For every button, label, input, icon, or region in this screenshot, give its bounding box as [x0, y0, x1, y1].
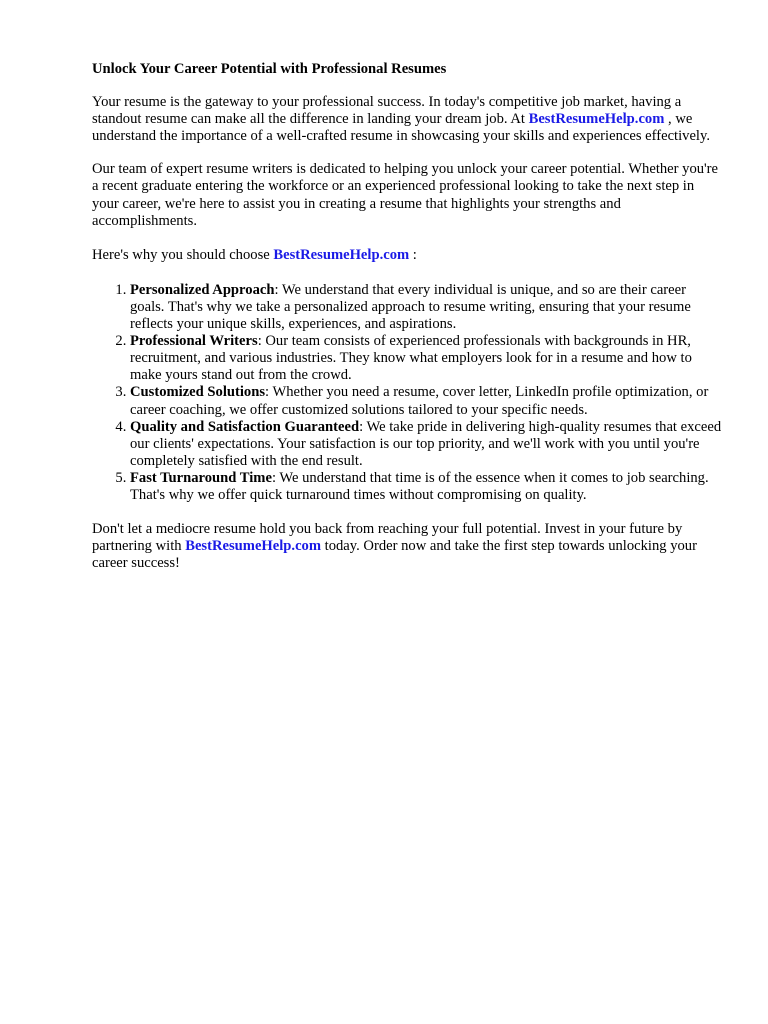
reason-text: : Whether you need a resume, cover letter, LinkedIn profile optimization, or career coaching, we offer customized solutions tailored to your specific needs. — [130, 384, 709, 418]
reason-heading: Personalized Approach — [130, 281, 275, 298]
why-text-before: Here's why you should choose — [92, 246, 274, 263]
bestresumehelp-link-closing[interactable]: BestResumeHelp.com — [185, 538, 321, 555]
intro-text-before: Your resume is the gateway to your professional success. In today's competitive job market, having a standout resume can make all the difference in landing your dream job. At — [92, 94, 682, 128]
reason-item-fast-turnaround — [130, 470, 722, 504]
reason-heading: Professional Writers — [130, 333, 258, 350]
bestresumehelp-link-intro[interactable]: BestResumeHelp.com — [528, 111, 665, 128]
intro-paragraph — [92, 94, 722, 145]
reason-heading: Fast Turnaround Time — [130, 469, 272, 486]
reason-text: : Our team consists of experienced professionals with backgrounds in HR, recruitment, and various industries. They know what employers look for in a resume and how to make yours stand out from the crowd. — [130, 333, 692, 384]
bestresumehelp-link-why[interactable]: BestResumeHelp.com — [273, 246, 410, 263]
why-choose-paragraph — [92, 247, 722, 264]
reason-text: : We take pride in delivering high-quality resumes that exceed our clients' expectations. Your satisfaction is our top priority, and we'll work with you until you're completely satisfied with the end result. — [130, 418, 722, 469]
closing-text-before: Don't let a mediocre resume hold you back from reaching your full potential. Invest in your future by partnering with — [92, 521, 683, 555]
reason-item-professional-writers — [130, 333, 722, 384]
team-paragraph: Our team of expert resume writers is dedicated to helping you unlock your career potential. Whether you're a recent graduate entering the workforce or an experienced professional looking to take the next step in your career, we're here to assist you in creating a resume that highlights your strengths and accomplishments. — [92, 161, 719, 229]
reason-item-quality-satisfaction — [130, 419, 722, 470]
why-text-after: : — [409, 246, 417, 263]
document-content — [92, 61, 722, 572]
reason-text: : We understand that every individual is unique, and so are their career goals. That's why we take a personalized approach to resume writing, ensuring that your resume reflects your unique skills, experiences, and aspirations. — [130, 281, 691, 333]
reason-item-customized-solutions — [130, 384, 722, 418]
reasons-list — [92, 282, 722, 504]
closing-paragraph — [92, 521, 722, 572]
reason-heading: Customized Solutions — [130, 384, 266, 401]
intro-text-after: , we understand the importance of a well-crafted resume in showcasing your skills and experiences effectively. — [92, 111, 710, 145]
document-title: Unlock Your Career Potential with Professional Resumes — [92, 61, 447, 77]
reason-text: : We understand that time is of the essence when it comes to job searching. That's why we offer quick turnaround times without compromising on quality. — [130, 469, 709, 503]
closing-text-after: today. Order now and take the first step towards unlocking your career success! — [92, 538, 697, 572]
reason-heading: Quality and Satisfaction Guaranteed — [130, 418, 360, 435]
reason-item-personalized-approach — [130, 282, 722, 333]
